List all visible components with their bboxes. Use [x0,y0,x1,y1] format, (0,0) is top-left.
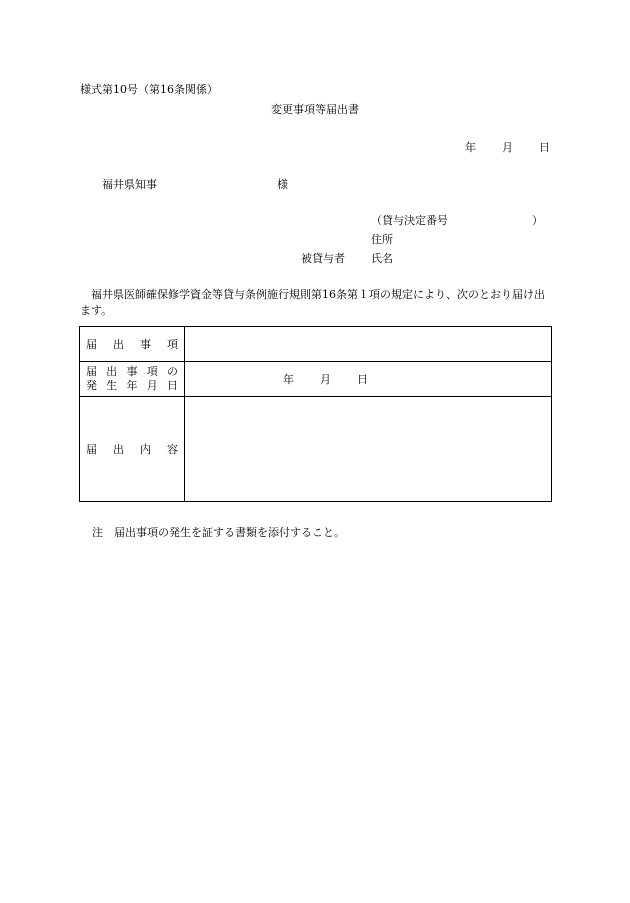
form-number: 様式第10号（第16条関係） [80,83,218,96]
table-row [80,397,552,502]
table-row [80,362,552,397]
occurrence-date-value [185,371,551,387]
occurrence-date-label-cell [80,362,185,397]
label-char: 出 [113,338,124,351]
address-label: 住所 [371,233,393,246]
body-text: 福井県医師確保修学資金等貸与条例施行規則第16条第１項の規定により、次のとおり届け出ます。 [80,288,545,317]
notification-content-label-cell [80,397,185,502]
date-year-label: 年 [465,141,476,154]
label-char: 項 [146,365,158,378]
label-char: 届 [86,338,97,351]
label-char: 届 [86,443,97,456]
borrower-label: 被貸与者 [301,252,345,265]
note-text: 注 届出事項の発生を証する書類を添付すること。 [92,526,345,539]
notification-item-label [80,336,184,352]
label-char: 出 [106,365,118,378]
addressee-name: 福井県知事 [102,178,157,191]
label-char: 日 [167,379,178,392]
name-label: 氏名 [371,252,393,265]
loan-decision-number [371,212,543,228]
loan-number-close: ） [532,214,543,227]
label-char: 容 [167,443,178,456]
label-char: の [167,365,178,378]
document-title: 変更事項等届出書 [271,103,359,116]
label-char: 生 [106,379,118,392]
notification-table [79,326,552,502]
occurrence-date-field[interactable] [185,362,552,397]
date-day-label: 日 [539,141,550,154]
notification-item-field[interactable] [185,327,552,362]
label-char: 事 [140,338,151,351]
notification-item-label-cell [80,327,185,362]
loan-number-open: （貸与決定番号 [371,214,448,227]
label-char: 項 [167,338,178,351]
label-char: 事 [126,365,138,378]
label-char: 内 [140,443,151,456]
occurrence-day-label: 日 [357,373,368,386]
label-char: 月 [146,379,158,392]
label-char: 年 [126,379,138,392]
notification-content-label [80,441,184,457]
date-month-label: 月 [502,141,513,154]
occurrence-date-label-line1 [80,365,184,379]
label-char: 出 [113,443,124,456]
occurrence-date-label-line2 [80,379,184,393]
occurrence-month-label: 月 [320,373,331,386]
label-char: 届 [86,365,97,378]
table-row [80,327,552,362]
label-char: 発 [86,379,97,392]
notification-content-field[interactable] [185,397,552,502]
addressee-honorific: 様 [277,178,288,191]
occurrence-year-label: 年 [283,373,294,386]
submission-date [465,139,550,155]
